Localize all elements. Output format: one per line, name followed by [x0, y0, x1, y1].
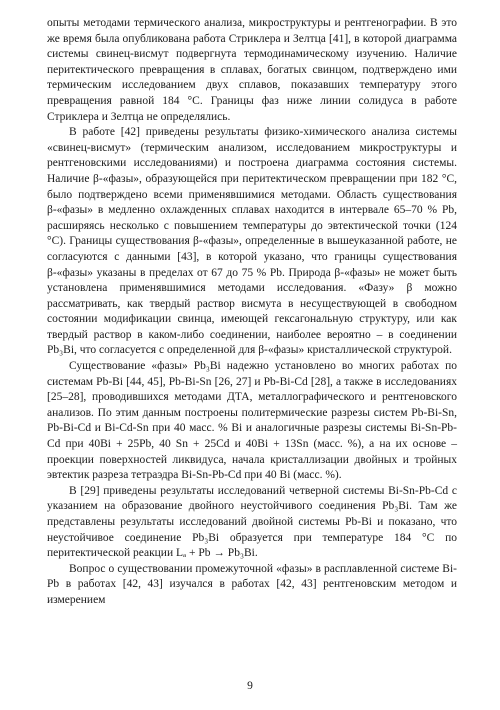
- page-number: 9: [247, 680, 253, 692]
- paragraph: В [29] приведены результаты исследований четверной системы Bi-Sn-Pb-Cd с указанием на образование двойного неустойчивого соединения Pb₃Bi. Там же представлены результаты исследований двойной системы Pb-Bi и показано, что неустойчивое соединение Pb₃Bi образуется при температуре 184 °С по перитектической реакции Lₐ + Pb → Pb₃Bi.: [47, 484, 457, 560]
- paragraph: Существование «фазы» Pb₃Bi надежно установлено во многих работах по системам Pb-Bi [44, 45], Pb-Bi-Sn [26, 27] и Pb-Bi-Cd [28], а также в исследованиях [25–28], проводившихся методами ДТА, металлографического и рентгеновского анализов. По этим данным построены политермические разрезы систем Pb-Bi-Sn, Pb-Bi-Cd и Bi-Cd-Sn при 40 масс. % Bi и аналогичные разрезы системы Bi-Sn-Pb-Cd при 40Bi + 25Pb, 40 Sn + 25Cd и 40Bi + 13Sn (масс. %), а на их основе – проекции поверхностей ликвидуса, начала кристаллизации двойных и тройных эвтектик разреза тетраэдра Bi-Sn-Pb-Cd при 40 Bi (масс. %).: [47, 360, 457, 482]
- paragraph: Вопрос о существовании промежуточной «фазы» в расплавленной системе Bi-Pb в работах [42, 43] изучался в работах [42, 43] рентгеновским методом и измерением: [47, 562, 457, 606]
- body-text: [47, 16, 457, 609]
- paragraph-continued: опыты методами термического анализа, микроструктуры и рентгенографии. В это же время была опубликована работа Стриклера и Зелтца [41], в которой диаграмма системы свинец-висмут подвергнута термодинамическому изучению. Наличие перитектического превращения в сплавах, богатых свинцом, подтверждено ими термическим исследованием двух сплавов, показавших температуру этого превращения равной 184 °С. Границы фаз ниже линии солидуса в работе Стриклера и Зелтца не определялись.: [47, 17, 457, 123]
- paragraph: В работе [42] приведены результаты физико-химического анализа системы «свинец-висмут» (термическим анализом, исследованием микроструктуры и рентгеновскими исследованиями) и построена диаграмма состояния системы. Наличие β-«фазы», образующейся при перитектическом превращении при 182 °С, было подтверждено всеми применявшимися методами. Область существования β-«фазы» в медленно охлажденных сплавах находится в интервале 65–70 % Pb, расширяясь несколько с повышением температуры до эвтектической точки (124 °С). Границы существования β-«фазы», определенные в вышеуказанной работе, не согласуются с данными [43], в которой указано, что границы существования β-«фазы» указаны в пределах от 67 до 75 % Pb. Природа β-«фазы» не может быть установлена применявшимися методами исследования. «Фазу» β можно рассматривать, как твердый раствор висмута в несуществующей в свободном состоянии модификации свинца, имеющей гексагональную структуру, или как твердый раствор в каком-либо соединении, наиболее вероятно – в соединении Pb₃Bi, что согласуется с определенной для β-«фазы» кристаллической структурой.: [47, 126, 457, 357]
